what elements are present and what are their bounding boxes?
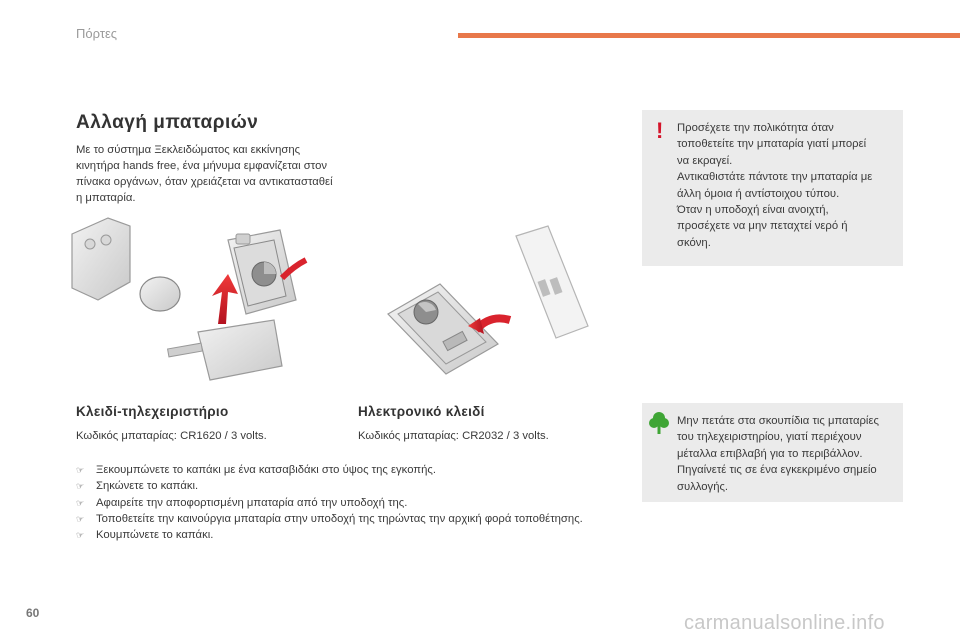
step-text: Αφαιρείτε την αποφορτισμένη μπαταρία από την υποδοχή της. [96,496,408,509]
eco-line: συλλογής. [677,480,729,493]
intro-paragraph: Με το σύστημα Ξεκλειδώματος και εκκίνησης κινητήρα hands free, ένα μήνυμα εμφανίζεται στον πίνακα οργάνων, όταν χρειάζεται να αντικατασταθεί η μπαταρία. [76,144,333,204]
step-text: Τοποθετείτε την καινούργια μπαταρία στην υποδοχή της τηρώντας την αρχική φορά τοποθέτησης. [96,512,583,525]
electronic-key-battery-code: Κωδικός μπαταρίας: CR2032 / 3 volts. [358,430,549,442]
warning-line: Όταν η υποδοχή είναι ανοιχτή, [677,204,829,217]
electronic-key-title: Ηλεκτρονικό κλειδί [358,404,485,419]
remote-key-battery-code: Κωδικός μπαταρίας: CR1620 / 3 volts. [76,430,267,442]
tree-icon [649,411,669,435]
step-text: Ξεκουμπώνετε το καπάκι με ένα κατσαβιδάκι στο ύψος της εγκοπής. [96,464,436,476]
step-text: Κουμπώνετε το καπάκι. [96,529,214,542]
warning-line: Αντικαθιστάτε πάντοτε την μπαταρία με [677,171,873,184]
page-number: 60 [26,606,40,620]
list-item [76,462,596,478]
warning-line: προσέχετε να μην πεταχτεί νερό ή [677,220,848,233]
page-title: Αλλαγή μπαταριών [76,112,259,133]
list-item [76,527,596,543]
electronic-key-illustration [380,222,610,392]
hand-pointer-icon: ☞ [76,497,85,508]
list-item [76,478,596,494]
watermark[interactable]: carmanualsonline.info [684,612,885,634]
list-item [76,511,596,527]
warning-line: τοποθετείτε την μπαταρία γιατί μπορεί [677,138,867,151]
warning-line: Προσέχετε την πολικότητα όταν [677,122,834,134]
hand-pointer-icon: ☞ [76,513,85,524]
hand-pointer-icon: ☞ [76,465,85,475]
exclamation-icon: ! [656,118,664,143]
eco-note [642,403,903,502]
eco-note-text [677,413,897,495]
remote-key-illustration [68,212,308,392]
header-section-title: Πόρτες [76,26,118,41]
steps-list [76,462,596,543]
hand-pointer-icon: ☞ [76,481,85,492]
remote-key-title: Κλειδί-τηλεχειριστήριο [76,404,229,419]
step-text: Σηκώνετε το καπάκι. [96,480,199,493]
eco-line: Μην πετάτε στα σκουπίδια τις μπαταρίες [677,415,879,427]
warning-note-text [677,120,897,251]
hand-pointer-icon: ☞ [76,530,85,541]
warning-line: άλλη όμοια ή αντίστοιχου τύπου. [677,187,840,200]
warning-line: σκόνη. [677,236,711,249]
eco-line: μέταλλα επιβλαβή για το περιβάλλον. [677,447,863,460]
warning-line: να εκραγεί. [677,154,733,167]
eco-line: του τηλεχειριστηρίου, γιατί περιέχουν [677,431,862,444]
eco-line: Πηγαίνετέ τις σε ένα εγκεκριμένο σημείο [677,464,877,477]
header-accent-bar [458,33,960,38]
list-item [76,495,596,511]
warning-note [642,110,903,266]
